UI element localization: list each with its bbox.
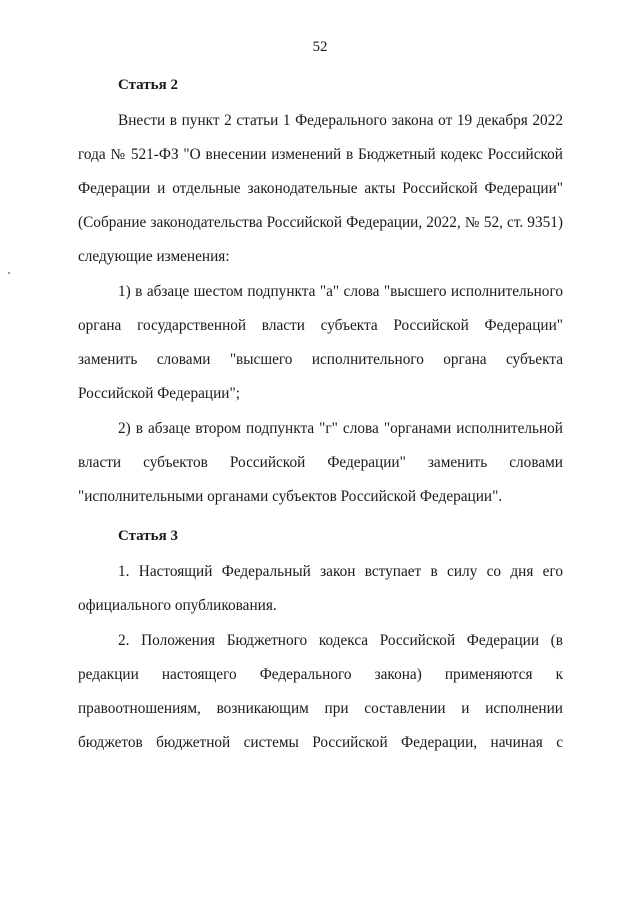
article-2-intro-paragraph: Внести в пункт 2 статьи 1 Федерального закона от 19 декабря 2022 года № 521-ФЗ "О внесении изменений в Бюджетный кодекс Российской Федерации и отдельные законодательные акты Российской Федерации" (Собрание законодательства Российской Федерации, 2022, № 52, ст. 9351) следующие изменения: [78, 112, 563, 265]
article-3-title: Статья 3 [118, 528, 178, 544]
scan-artifact [8, 272, 10, 274]
article-3-item-2-paragraph: 2. Положения Бюджетного кодекса Российской Федерации (в редакции настоящего Федерального закона) применяются к правоотношениям, возникающим при составлении и исполнении бюджетов бюджетной системы Российской Федерации, начиная с [78, 632, 563, 751]
article-3-item-1-paragraph: 1. Настоящий Федеральный закон вступает в силу со дня его официального опубликования. [78, 563, 563, 614]
article-2-item-1-paragraph: 1) в абзаце шестом подпункта "а" слова "высшего исполнительного органа государственной власти субъекта Российской Федерации" заменить словами "высшего исполнительного органа субъекта Российской Федерации"; [78, 283, 563, 402]
article-2-title: Статья 2 [118, 77, 178, 93]
article-2-item-2-paragraph: 2) в абзаце втором подпункта "г" слова "органами исполнительной власти субъектов Российской Федерации" заменить словами "исполнительными органами субъектов Российской Федерации". [78, 420, 563, 505]
page-number: 52 [312, 39, 328, 55]
